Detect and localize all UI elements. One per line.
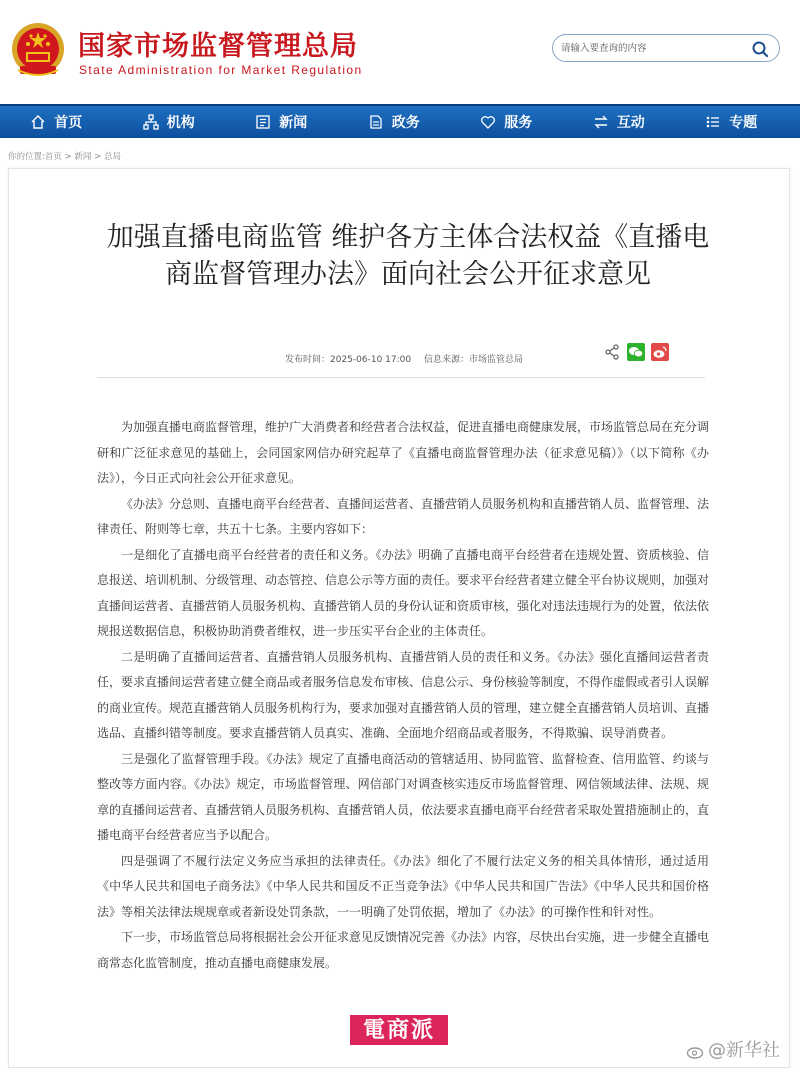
- xinhua-watermark: [686, 1036, 780, 1062]
- nav-item-services[interactable]: [450, 106, 563, 138]
- article-paragraph: 一是细化了直播电商平台经营者的责任和义务。《办法》明确了直播电商平台经营者在违规处置、资质核验、信息报送、培训机制、分级管理、动态管控、信息公示等方面的责任。要求平台经营者建立健全平台协议规则，加强对直播间运营者、直播营销人员服务机构、直播营销人员的身份认证和资质审核，强化对违法违规行为的处置，依法依规报送数据信息，积极协助消费者维权，进一步压实平台企业的主体责任。: [97, 547, 710, 638]
- home-icon: [30, 114, 46, 130]
- article-paragraph: 为加强直播电商监督管理，维护广大消费者和经营者合法权益，促进直播电商健康发展，市场监管总局在充分调研和广泛征求意见的基础上，会同国家网信办研究起草了《直播电商监督管理办法（征求意见稿）》（以下简称《办法》），今日正式向社会公开征求意见。: [97, 420, 710, 485]
- share-icon[interactable]: [603, 343, 621, 361]
- article-paragraph: 四是强调了不履行法定义务应当承担的法律责任。《办法》细化了不履行法定义务的相关具体情形，通过适用《中华人民共和国电子商务法》《中华人民共和国反不正当竞争法》《中华人民共和国广告法》《中华人民共和国价格法》等相关法律法规规章或者新设处罚条款，一一明确了处罚依据，增加了《办法》的可操作性和针对性。: [97, 853, 709, 919]
- breadcrumb-separator: >: [91, 152, 104, 162]
- national-emblem-icon[interactable]: [10, 22, 66, 80]
- nav-item-label: 政务: [391, 115, 420, 131]
- search-icon[interactable]: [751, 40, 769, 58]
- breadcrumb-headquarters-link[interactable]: 总局: [103, 152, 121, 162]
- nav-item-label: 首页: [54, 115, 83, 131]
- nav-item-label: 新闻: [279, 115, 308, 131]
- nav-item-interaction[interactable]: [563, 106, 676, 138]
- article-title: 加强直播电商监管 维护各方主体合法权益《直播电商监督管理办法》面向社会公开征求意见: [106, 222, 710, 290]
- article-meta: [105, 349, 711, 369]
- document-icon: [368, 114, 384, 130]
- publish-time: 发布时间：2025-06-10 17:00: [285, 355, 412, 365]
- breadcrumb-separator: >: [61, 152, 75, 162]
- weibo-icon[interactable]: [651, 343, 669, 361]
- article-paragraph: 《办法》分总则、直播电商平台经营者、直播间运营者、直播营销人员服务机构和直播营销人员、监督管理、法律责任、附则等七章，共五十七条。主要内容如下：: [97, 496, 710, 536]
- site-title-english: State Administration for Market Regulation: [79, 63, 363, 77]
- breadcrumb-prefix: 你的位置:: [8, 152, 45, 162]
- nav-item-label: 服务: [504, 115, 533, 131]
- weibo-logo-icon: [686, 1043, 706, 1059]
- article-paragraph: 下一步，市场监管总局将根据社会公开征求意见反馈情况完善《办法》内容，尽快出台实施，进一步健全直播电商常态化监管制度，推动直播电商健康发展。: [97, 930, 710, 970]
- site-title: 国家市场监督管理总局: [78, 31, 358, 62]
- article-paragraph: 二是明确了直播间运营者、直播营销人员服务机构、直播营销人员的责任和义务。《办法》强化直播间运营者责任，要求直播间运营者建立健全商品或者服务信息发布审核、信息公示、身份核验等制度，不得作虚假或者引人误解的商业宣传。规范直播营销人员服务机构行为，要求加强对直播营销人员的管理，建立健全直播营销人员培训、直播选品、直播纠错等制度。要求直播营销人员真实、准确、全面地介绍商品或者服务，不得欺骗、误导消费者。: [97, 649, 710, 740]
- article-body: [97, 415, 709, 976]
- nav-item-news[interactable]: [225, 106, 338, 138]
- breadcrumb-home-link[interactable]: 首页: [44, 152, 62, 162]
- article-container: [8, 168, 790, 1068]
- search-box: [552, 34, 780, 62]
- main-nav: [0, 104, 800, 138]
- nav-item-label: 互动: [616, 115, 645, 131]
- search-input[interactable]: [561, 39, 741, 57]
- share-bar: [603, 343, 669, 361]
- dianshangpai-watermark: 電商派: [350, 1015, 448, 1045]
- breadcrumb: [8, 150, 121, 162]
- org-chart-icon: [143, 114, 159, 130]
- list-icon: [705, 114, 721, 130]
- breadcrumb-news-link[interactable]: 新闻: [74, 152, 92, 162]
- news-icon: [255, 114, 271, 130]
- nav-item-organization[interactable]: [113, 106, 226, 138]
- nav-item-topics[interactable]: [675, 106, 788, 138]
- site-header: [0, 0, 800, 104]
- nav-item-government-affairs[interactable]: [338, 106, 451, 138]
- nav-item-label: 专题: [729, 115, 758, 131]
- title-divider: [97, 377, 705, 378]
- wechat-icon[interactable]: [627, 343, 645, 361]
- xinhua-watermark-text: @新华社: [708, 1040, 780, 1061]
- article-paragraph: 三是强化了监督管理手段。《办法》规定了直播电商活动的管辖适用、协同监管、监督检查、信用监管、约谈与整改等方面内容。《办法》规定，市场监督管理、网信部门对调查核实违反市场监督管理、网信领域法律、法规、规章的直播间运营者、直播营销人员服务机构、直播营销人员，依法要求直播电商平台经营者采取处置措施制止的，直播电商平台经营者应当予以配合。: [97, 751, 710, 842]
- exchange-icon: [593, 114, 609, 130]
- heart-icon: [480, 114, 496, 130]
- article-source: 信息来源：市场监管总局: [423, 355, 523, 365]
- nav-item-label: 机构: [166, 115, 195, 131]
- nav-item-home[interactable]: [0, 106, 113, 138]
